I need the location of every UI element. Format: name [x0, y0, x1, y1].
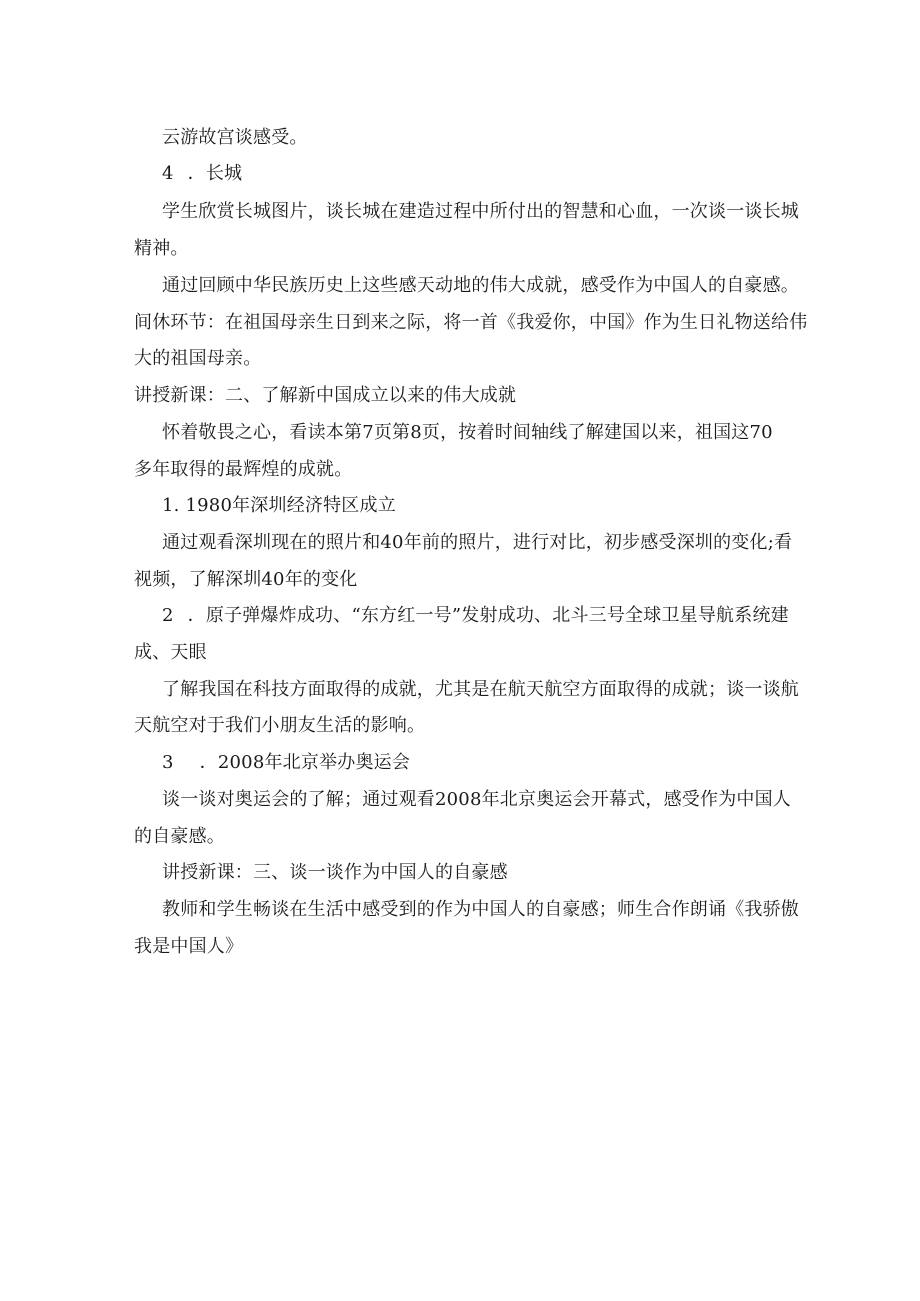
paragraph-line: 怀着敬畏之心，看读本第7页第8页，按着时间轴线了解建国以来，祖国这70	[162, 422, 773, 443]
section-heading-great-wall	[162, 162, 242, 186]
list-number: 3	[162, 752, 174, 773]
paragraph-line: 大的祖国母亲。	[134, 348, 262, 369]
paragraph-line: 天航空对于我们小朋友生活的影响。	[134, 715, 426, 736]
list-item-heading: 1. 1980年深圳经济特区成立	[162, 495, 396, 516]
paragraph-line: 通过回顾中华民族历史上这些感天动地的伟大成就，感受作为中国人的自豪感。	[162, 275, 799, 296]
paragraph-line: 的自豪感。	[134, 826, 225, 847]
paragraph-line: 教师和学生畅谈在生活中感受到的作为中国人的自豪感；师生合作朗诵《我骄傲	[162, 899, 799, 920]
section-heading-new-china: 讲授新课：二、了解新中国成立以来的伟大成就	[134, 385, 517, 406]
paragraph-line: 通过观看深圳现在的照片和40年前的照片，进行对比，初步感受深圳的变化;看	[162, 532, 793, 553]
paragraph-line: 学生欣赏长城图片，谈长城在建造过程中所付出的智慧和心血，一次谈一谈长城	[162, 201, 799, 222]
paragraph-line: 成、天眼	[134, 642, 207, 663]
paragraph-line: 云游故宫谈感受。	[162, 127, 308, 148]
list-number: 4	[162, 163, 174, 184]
paragraph-line: 我是中国人》	[134, 936, 244, 957]
paragraph-line: 谈一谈对奥运会的了解；通过观看2008年北京奥运会开幕式，感受作为中国人	[162, 789, 792, 810]
list-item-text: ．2008年北京举办奥运会	[199, 752, 411, 773]
list-item-heading	[162, 751, 410, 775]
section-heading-pride: 讲授新课：三、谈一谈作为中国人的自豪感	[162, 862, 508, 883]
paragraph-line: 多年取得的最辉煌的成就。	[134, 459, 353, 480]
list-number: 2	[162, 605, 174, 626]
paragraph-line: 间休环节：在祖国母亲生日到来之际，将一首《我爱你，中国》作为生日礼物送给伟	[134, 312, 808, 333]
paragraph-line: 精神。	[134, 238, 189, 259]
paragraph-line: 了解我国在科技方面取得的成就，尤其是在航天航空方面取得的成就；谈一谈航	[162, 679, 799, 700]
list-item-text: ．原子弹爆炸成功、“东方红一号”发射成功、北斗三号全球卫星导航系统建	[187, 605, 789, 626]
paragraph-line: 视频，了解深圳40年的变化	[134, 569, 358, 590]
list-item-heading	[162, 604, 789, 628]
heading-text: ．长城	[187, 163, 243, 184]
